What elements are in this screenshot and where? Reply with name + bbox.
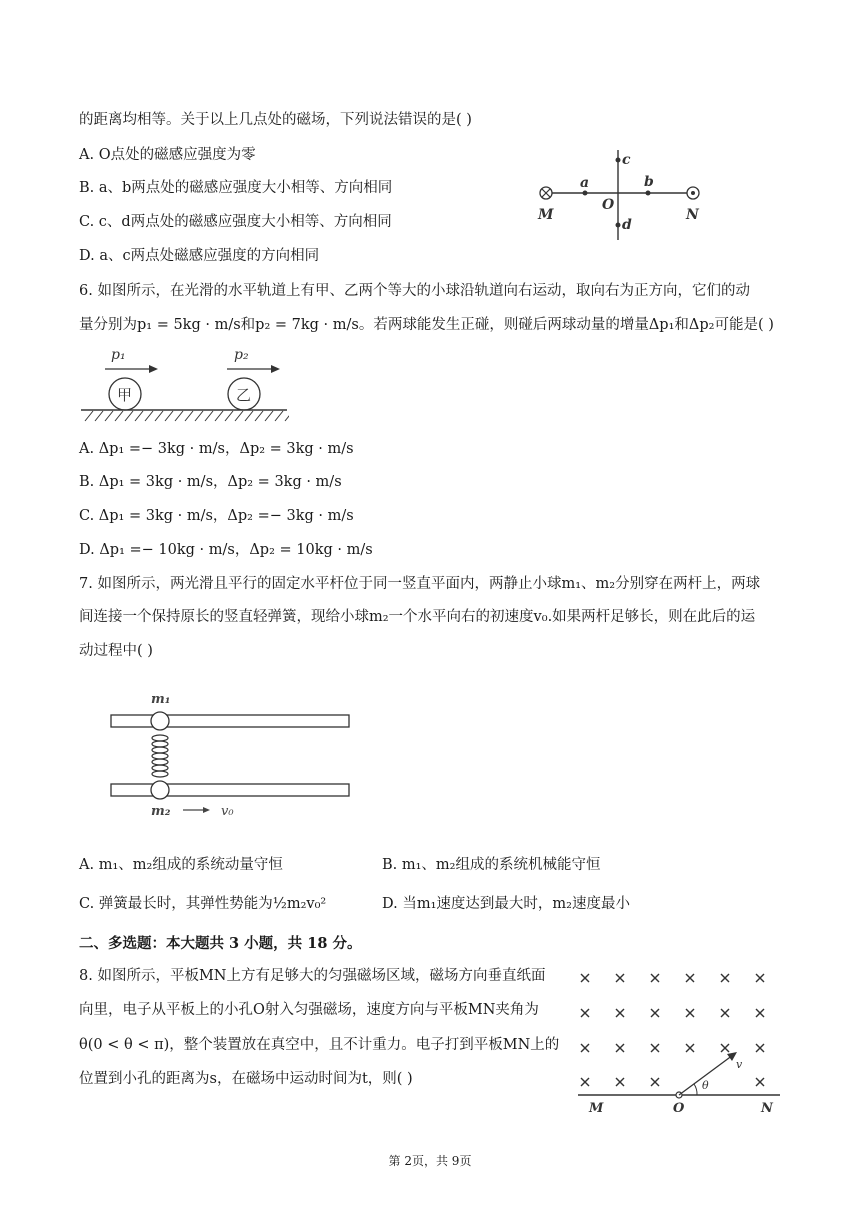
q6-option-d: D. Δp₁ =− 10kg · m/s，Δp₂ = 10kg · m/s (79, 542, 373, 558)
q7-option-a: A. m₁、m₂组成的系统动量守恒 (79, 857, 283, 873)
page-footer: 第 2页，共 9页 (388, 1154, 472, 1168)
q6-option-b: B. Δp₁ = 3kg · m/s，Δp₂ = 3kg · m/s (79, 474, 342, 490)
label-N: N (686, 207, 699, 223)
q6-stem-line1: 6. 如图所示，在光滑的水平轨道上有甲、乙两个等大的小球沿轨道向右运动，取向右为正方向，它们的动 (79, 283, 750, 299)
q7-stem-line1: 7. 如图所示，两光滑且平行的固定水平杆位于同一竖直平面内，两静止小球m₁、m₂分别穿在两杆上，两球 (79, 576, 761, 592)
label-v0: v₀ (221, 804, 234, 819)
q8-stem-line4: 位置到小孔的距离为s，在磁场中运动时间为t，则( ) (79, 1071, 413, 1087)
label-N: N (761, 1101, 773, 1116)
ball-m2 (151, 781, 169, 799)
q6-option-c: C. Δp₁ = 3kg · m/s，Δp₂ =− 3kg · m/s (79, 508, 354, 524)
spring (152, 735, 168, 777)
q7-stem-line2: 间连接一个保持原长的竖直轻弹簧，现给小球m₂一个水平向右的初速度v₀.如果两杆足够长，则在此后的运 (79, 609, 756, 625)
q6-stem-line2: 量分别为p₁ = 5kg · m/s和p₂ = 7kg · m/s。若两球能发生正碰，则碰后两球动量的增量Δp₁和Δp₂可能是( ) (79, 317, 774, 333)
q6-balls-on-track-figure (79, 343, 289, 423)
q5-option-b: B. a、b两点处的磁感应强度大小相等、方向相同 (79, 180, 393, 196)
label-M: M (589, 1101, 604, 1116)
label-p1: p₁ (111, 347, 126, 363)
label-d: d (622, 217, 632, 233)
arrow-right-icon (203, 807, 210, 813)
label-v: v (736, 1058, 743, 1071)
label-p2: p₂ (234, 347, 249, 363)
q7-rods-spring-figure (105, 688, 355, 823)
q5-option-d: D. a、c两点处磁感应强度的方向相同 (79, 248, 320, 264)
point-c-dot (616, 158, 621, 163)
q8-stem-line1: 8. 如图所示，平板MN上方有足够大的匀强磁场区域，磁场方向垂直纸面 (79, 968, 546, 984)
label-O: O (673, 1101, 685, 1116)
label-c: c (622, 152, 631, 168)
q7-option-d: D. 当m₁速度达到最大时，m₂速度最小 (382, 896, 630, 912)
q8-stem-line3: θ(0 < θ < π)，整个装置放在真空中，且不计重力。电子打到平板MN上的 (79, 1037, 560, 1053)
q5-magnetic-field-figure (530, 145, 720, 245)
q6-option-a: A. Δp₁ =− 3kg · m/s，Δp₂ = 3kg · m/s (79, 441, 354, 457)
lower-rod (111, 784, 349, 796)
q7-stem-line3: 动过程中( ) (79, 643, 153, 659)
ball-jia-label: 甲 (117, 386, 133, 404)
arrow-right-icon (149, 365, 158, 373)
point-b-dot (646, 191, 651, 196)
label-m2: m₂ (151, 804, 171, 819)
q8-stem-line2: 向里，电子从平板上的小孔O射入匀强磁场，速度方向与平板MN夹角为 (79, 1002, 539, 1018)
q5-option-a: A. O点处的磁感应强度为零 (79, 147, 256, 163)
label-a: a (580, 175, 590, 191)
upper-rod (111, 715, 349, 727)
q5-option-c: C. c、d两点处的磁感应强度大小相等、方向相同 (79, 214, 392, 230)
section-heading-multiple-choice: 二、多选题：本大题共 3 小题，共 18 分。 (79, 935, 362, 952)
ball-yi-label: 乙 (236, 386, 252, 404)
q7-option-b: B. m₁、m₂组成的系统机械能守恒 (382, 857, 601, 873)
ball-m1 (151, 712, 169, 730)
label-theta: θ (702, 1079, 709, 1092)
q5-stem-tail: 的距离均相等。关于以上几点处的磁场，下列说法错误的是( ) (79, 112, 472, 128)
label-m1: m₁ (151, 692, 171, 707)
label-b: b (644, 174, 654, 190)
label-M: M (538, 207, 554, 223)
q8-magnetic-field-plate-figure (575, 962, 785, 1117)
point-d-dot (616, 223, 621, 228)
angle-arc (694, 1084, 697, 1095)
point-a-dot (583, 191, 588, 196)
label-O: O (602, 197, 615, 213)
arrow-right-icon (271, 365, 280, 373)
q7-option-c: C. 弹簧最长时，其弹性势能为½m₂v₀² (79, 896, 327, 912)
